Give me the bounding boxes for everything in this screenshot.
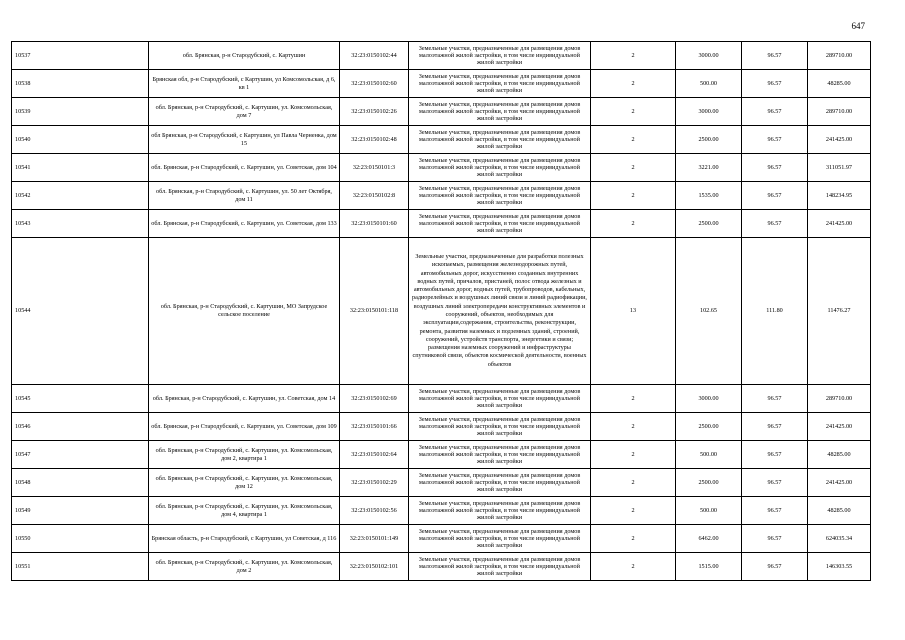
cadastral-value-cell: 48285.00 xyxy=(808,441,871,469)
land-use-purpose-cell: Земельные участки, предназначенные для размещения домов малоэтажной жилой застройки, в том числе индивидуальной жилой застройки xyxy=(409,525,591,553)
cadastral-value-cell: 289710.00 xyxy=(808,98,871,126)
land-use-purpose-cell: Земельные участки, предназначенные для размещения домов малоэтажной жилой застройки, в том числе индивидуальной жилой застройки xyxy=(409,413,591,441)
land-use-group-cell: 2 xyxy=(591,385,676,413)
table-row xyxy=(12,98,871,126)
address-cell: обл. Брянская, р-н Стародубский, с. Картушин, ул. Комсомольская, дом 4, квартира 1 xyxy=(149,497,340,525)
row-number: 10545 xyxy=(12,385,149,413)
land-use-group-cell: 2 xyxy=(591,126,676,154)
table-row xyxy=(12,413,871,441)
table-row xyxy=(12,441,871,469)
row-number: 10546 xyxy=(12,413,149,441)
cadastral-number-cell: 32:23:0150102:101 xyxy=(340,553,409,581)
row-number: 10541 xyxy=(12,154,149,182)
land-use-group-cell: 2 xyxy=(591,413,676,441)
page-number: 647 xyxy=(851,21,865,31)
land-use-group-cell: 2 xyxy=(591,98,676,126)
area-cell: 500.00 xyxy=(676,70,742,98)
table-row xyxy=(12,42,871,70)
area-cell: 102.65 xyxy=(676,238,742,385)
cadastral-value-cell: 289710.00 xyxy=(808,42,871,70)
cadastral-number-cell: 32:23:0150101:60 xyxy=(340,210,409,238)
cadastral-number-cell: 32:23:0150102:8 xyxy=(340,182,409,210)
specific-value-cell: 96.57 xyxy=(742,70,808,98)
specific-value-cell: 96.57 xyxy=(742,385,808,413)
row-number: 10539 xyxy=(12,98,149,126)
area-cell: 3221.00 xyxy=(676,154,742,182)
land-use-purpose-cell: Земельные участки, предназначенные для размещения домов малоэтажной жилой застройки, в том числе индивидуальной жилой застройки xyxy=(409,154,591,182)
cadastral-number-cell: 32:23:0150102:69 xyxy=(340,385,409,413)
specific-value-cell: 96.57 xyxy=(742,182,808,210)
area-cell: 1535.00 xyxy=(676,182,742,210)
row-number: 10542 xyxy=(12,182,149,210)
area-cell: 2500.00 xyxy=(676,210,742,238)
table-row xyxy=(12,182,871,210)
address-cell: обл. Брянская, р-н Стародубский, с. Картушин, ул. Комсомольская, дом 12 xyxy=(149,469,340,497)
specific-value-cell: 96.57 xyxy=(742,553,808,581)
cadastral-number-cell: 32:23:0150102:56 xyxy=(340,497,409,525)
cadastral-number-cell: 32:23:0150102:26 xyxy=(340,98,409,126)
specific-value-cell: 96.57 xyxy=(742,469,808,497)
cadastral-value-cell: 241425.00 xyxy=(808,413,871,441)
cadastral-value-table xyxy=(11,41,871,581)
row-number: 10538 xyxy=(12,70,149,98)
specific-value-cell: 96.57 xyxy=(742,441,808,469)
cadastral-number-cell: 32:23:0150102:48 xyxy=(340,126,409,154)
address-cell: обл. Брянская, р-н Стародубский, с. Картушин, ул. 50 лет Октября, дом 11 xyxy=(149,182,340,210)
cadastral-number-cell: 32:23:0150102:29 xyxy=(340,469,409,497)
land-use-purpose-cell: Земельные участки, предназначенные для размещения домов малоэтажной жилой застройки, в том числе индивидуальной жилой застройки xyxy=(409,210,591,238)
cadastral-value-cell: 624035.34 xyxy=(808,525,871,553)
address-cell: обл. Брянская, р-н Стародубский, с. Картушин, ул. Комсомольская, дом 7 xyxy=(149,98,340,126)
row-number: 10551 xyxy=(12,553,149,581)
table-row xyxy=(12,497,871,525)
address-cell: обл. Брянская, р-н Стародубский, с. Картушин, ул. Комсомольская, дом 2, квартира 1 xyxy=(149,441,340,469)
area-cell: 6462.00 xyxy=(676,525,742,553)
table-row xyxy=(12,553,871,581)
address-cell: обл. Брянская, р-н Стародубский, с. Картушин, ул. Советская, дом 14 xyxy=(149,385,340,413)
land-use-group-cell: 2 xyxy=(591,469,676,497)
address-cell: обл. Брянская, р-н Стародубский, с. Картушин xyxy=(149,42,340,70)
cadastral-value-cell: 48285.00 xyxy=(808,497,871,525)
land-use-group-cell: 2 xyxy=(591,525,676,553)
cadastral-value-cell: 11476.27 xyxy=(808,238,871,385)
area-cell: 500.00 xyxy=(676,441,742,469)
specific-value-cell: 96.57 xyxy=(742,126,808,154)
cadastral-number-cell: 32:23:0150101:3 xyxy=(340,154,409,182)
table-row xyxy=(12,126,871,154)
specific-value-cell: 96.57 xyxy=(742,98,808,126)
land-use-group-cell: 2 xyxy=(591,70,676,98)
land-use-purpose-cell: Земельные участки, предназначенные для размещения домов малоэтажной жилой застройки, в том числе индивидуальной жилой застройки xyxy=(409,182,591,210)
land-use-purpose-cell: Земельные участки, предназначенные для размещения домов малоэтажной жилой застройки, в том числе индивидуальной жилой застройки xyxy=(409,469,591,497)
cadastral-value-cell: 146303.55 xyxy=(808,553,871,581)
address-cell: обл. Брянская, р-н Стародубский, с. Картушин, ул. Комсомольская, дом 2 xyxy=(149,553,340,581)
land-use-purpose-cell: Земельные участки, предназначенные для размещения домов малоэтажной жилой застройки, в том числе индивидуальной жилой застройки xyxy=(409,126,591,154)
specific-value-cell: 96.57 xyxy=(742,154,808,182)
cadastral-number-cell: 32:23:0150102:44 xyxy=(340,42,409,70)
table-row xyxy=(12,70,871,98)
row-number: 10548 xyxy=(12,469,149,497)
row-number: 10537 xyxy=(12,42,149,70)
row-number: 10549 xyxy=(12,497,149,525)
cadastral-number-cell: 32:23:0150101:118 xyxy=(340,238,409,385)
specific-value-cell: 111.80 xyxy=(742,238,808,385)
land-use-group-cell: 2 xyxy=(591,441,676,469)
table-row xyxy=(12,154,871,182)
land-use-purpose-cell: Земельные участки, предназначенные для разработки полезных ископаемых, размещения железнодорожных путей, автомобильных дорог, искусственно созданных внутренних водных путей, причалов, пристаней, полос отвода железных и автомобильных дорог, водных путей, трубопроводов, кабельных, радиорелейных и воздушных линий связи и линий радиофикации, воздушных линий электропередачи конструктивных элементов и сооружений, объектов, необходимых для эксплуатации,содержания, строительства, реконструкции, ремонта, развития наземных и подземных зданий, строений, сооружений, устройств транспорта, энергетики и связи; размещения наземных сооружений и инфраструктуры спутниковой связи, объектов космической деятельности, военных объектов xyxy=(409,238,591,385)
area-cell: 3000.00 xyxy=(676,98,742,126)
cadastral-value-cell: 48285.00 xyxy=(808,70,871,98)
land-use-group-cell: 2 xyxy=(591,553,676,581)
address-cell: обл. Брянская, р-н Стародубский, с. Картушин, ул. Советская, дом 109 xyxy=(149,413,340,441)
row-number: 10544 xyxy=(12,238,149,385)
land-use-group-cell: 2 xyxy=(591,210,676,238)
cadastral-value-cell: 148234.95 xyxy=(808,182,871,210)
land-use-group-cell: 2 xyxy=(591,182,676,210)
specific-value-cell: 96.57 xyxy=(742,210,808,238)
land-use-purpose-cell: Земельные участки, предназначенные для размещения домов малоэтажной жилой застройки, в том числе индивидуальной жилой застройки xyxy=(409,70,591,98)
land-use-purpose-cell: Земельные участки, предназначенные для размещения домов малоэтажной жилой застройки, в том числе индивидуальной жилой застройки xyxy=(409,42,591,70)
cadastral-value-cell: 289710.00 xyxy=(808,385,871,413)
land-use-group-cell: 13 xyxy=(591,238,676,385)
row-number: 10543 xyxy=(12,210,149,238)
table-row xyxy=(12,469,871,497)
row-number: 10547 xyxy=(12,441,149,469)
area-cell: 2500.00 xyxy=(676,413,742,441)
address-cell: обл. Брянская, р-н Стародубский, с. Картушин, МО Запрудское сельское поселение xyxy=(149,238,340,385)
cadastral-number-cell: 32:23:0150101:66 xyxy=(340,413,409,441)
land-use-purpose-cell: Земельные участки, предназначенные для размещения домов малоэтажной жилой застройки, в том числе индивидуальной жилой застройки xyxy=(409,441,591,469)
specific-value-cell: 96.57 xyxy=(742,497,808,525)
address-cell: обл. Брянская, р-н Стародубский, с. Картушин, ул. Советская, дом 104 xyxy=(149,154,340,182)
cadastral-value-cell: 241425.00 xyxy=(808,469,871,497)
address-cell: обл Брянская, р-н Стародубский, с Картушин, ул Павла Черненка, дом 15 xyxy=(149,126,340,154)
land-use-group-cell: 2 xyxy=(591,497,676,525)
address-cell: Брянская область, р-н Стародубский, с Картушин, ул Советская, д 116 xyxy=(149,525,340,553)
table-row xyxy=(12,210,871,238)
row-number: 10550 xyxy=(12,525,149,553)
land-use-purpose-cell: Земельные участки, предназначенные для размещения домов малоэтажной жилой застройки, в том числе индивидуальной жилой застройки xyxy=(409,98,591,126)
table-row xyxy=(12,238,871,385)
area-cell: 1515.00 xyxy=(676,553,742,581)
cadastral-value-cell: 311051.97 xyxy=(808,154,871,182)
area-cell: 2500.00 xyxy=(676,126,742,154)
table-row xyxy=(12,385,871,413)
specific-value-cell: 96.57 xyxy=(742,42,808,70)
address-cell: Брянская обл, р-н Стародубский, с Картушин, ул Комсомольская, д 6, кв 1 xyxy=(149,70,340,98)
cadastral-value-cell: 241425.00 xyxy=(808,126,871,154)
land-use-purpose-cell: Земельные участки, предназначенные для размещения домов малоэтажной жилой застройки, в том числе индивидуальной жилой застройки xyxy=(409,553,591,581)
land-use-group-cell: 2 xyxy=(591,154,676,182)
area-cell: 3000.00 xyxy=(676,385,742,413)
table-row xyxy=(12,525,871,553)
area-cell: 3000.00 xyxy=(676,42,742,70)
specific-value-cell: 96.57 xyxy=(742,413,808,441)
row-number: 10540 xyxy=(12,126,149,154)
cadastral-number-cell: 32:23:0150102:60 xyxy=(340,70,409,98)
land-use-purpose-cell: Земельные участки, предназначенные для размещения домов малоэтажной жилой застройки, в том числе индивидуальной жилой застройки xyxy=(409,385,591,413)
area-cell: 500.00 xyxy=(676,497,742,525)
specific-value-cell: 96.57 xyxy=(742,525,808,553)
area-cell: 2500.00 xyxy=(676,469,742,497)
land-use-purpose-cell: Земельные участки, предназначенные для размещения домов малоэтажной жилой застройки, в том числе индивидуальной жилой застройки xyxy=(409,497,591,525)
address-cell: обл. Брянская, р-н Стародубский, с. Картушин, ул. Советская, дом 133 xyxy=(149,210,340,238)
land-use-group-cell: 2 xyxy=(591,42,676,70)
cadastral-number-cell: 32:23:0150102:64 xyxy=(340,441,409,469)
cadastral-number-cell: 32:23:0150101:149 xyxy=(340,525,409,553)
cadastral-value-cell: 241425.00 xyxy=(808,210,871,238)
